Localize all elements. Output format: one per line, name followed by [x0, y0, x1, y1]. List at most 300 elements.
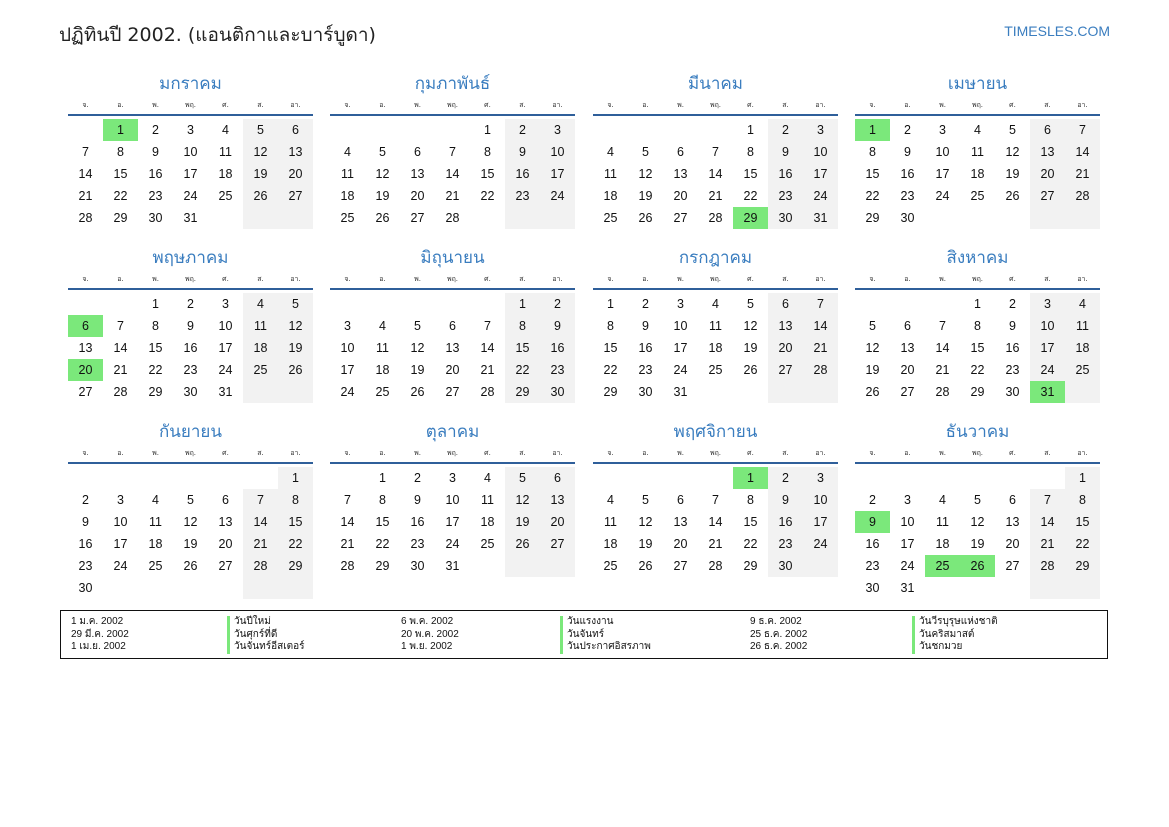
weekday-label: ศ.: [747, 101, 754, 109]
empty-day-cell: [208, 577, 243, 599]
day-cell: 17: [1030, 337, 1065, 359]
empty-day-cell: [960, 207, 995, 229]
empty-day-cell: [803, 555, 838, 577]
weekday-label: พฤ.: [184, 101, 197, 109]
day-cell: 18: [375, 363, 390, 377]
day-cell: 25: [708, 363, 723, 377]
month-name: พฤศจิกายน: [673, 422, 758, 442]
day-cell: 9: [1009, 319, 1016, 333]
day-cell: 15: [505, 337, 540, 359]
day-cell: 30: [768, 207, 803, 229]
month-block: [855, 246, 1100, 403]
day-cell: 12: [505, 489, 540, 511]
day-cell: 22: [970, 363, 985, 377]
weekday-label: อ.: [379, 101, 386, 109]
day-cell: 30: [183, 385, 198, 399]
weekday-label: จ.: [82, 275, 89, 283]
weekday-label: พฤ.: [709, 101, 722, 109]
day-cell: 14: [113, 341, 128, 355]
day-cell: 10: [803, 141, 838, 163]
day-cell: 29: [375, 559, 390, 573]
day-cell: 2: [540, 293, 575, 315]
weekday-label: อ.: [642, 275, 649, 283]
day-cell: 7: [1030, 489, 1065, 511]
legend-names: [912, 616, 998, 654]
day-cell: 10: [803, 489, 838, 511]
day-cell: 6: [222, 493, 229, 507]
empty-day-cell: [593, 119, 628, 141]
day-cell: 21: [803, 337, 838, 359]
day-cell: 2: [414, 471, 421, 485]
day-cell: 18: [243, 337, 278, 359]
day-cell: 31: [183, 211, 198, 225]
day-cell: 12: [243, 141, 278, 163]
month-name: ตุลาคม: [425, 422, 480, 442]
day-cell: 17: [340, 363, 355, 377]
day-cell: 24: [218, 363, 233, 377]
day-cell: 28: [243, 555, 278, 577]
day-cell: 14: [480, 341, 495, 355]
day-cell: 23: [183, 363, 198, 377]
month-name: เมษายน: [947, 74, 1008, 94]
day-cell: 29: [505, 381, 540, 403]
month-name: มีนาคม: [688, 74, 743, 94]
weekday-header: [330, 444, 575, 462]
day-cell: 28: [113, 385, 128, 399]
empty-day-cell: [540, 555, 575, 577]
day-cell: 7: [344, 493, 351, 507]
day-cell: 27: [218, 559, 233, 573]
empty-day-cell: [1065, 381, 1100, 403]
weekday-label: อ.: [904, 275, 911, 283]
legend-date: 9 ธ.ค. 2002: [750, 616, 802, 627]
day-cell: 19: [505, 511, 540, 533]
legend-date: 29 มี.ค. 2002: [71, 628, 129, 640]
month-divider: [593, 462, 838, 464]
day-grid: [330, 293, 575, 403]
weekday-label: ศ.: [484, 275, 491, 283]
day-cell: 2: [187, 297, 194, 311]
day-cell: 24: [445, 537, 460, 551]
empty-day-cell: [628, 467, 663, 489]
day-grid: [330, 467, 575, 577]
day-cell: 21: [1065, 163, 1100, 185]
empty-day-cell: [925, 467, 960, 489]
day-cell: 5: [414, 319, 421, 333]
day-cell: 25: [148, 559, 163, 573]
day-cell: 25: [603, 211, 618, 225]
day-cell: 2: [1009, 297, 1016, 311]
weekday-label: ศ.: [1009, 101, 1016, 109]
day-cell: 26: [743, 363, 758, 377]
month-block: [330, 246, 575, 403]
day-cell: 24: [1030, 359, 1065, 381]
weekday-label: ศ.: [484, 449, 491, 457]
day-cell: 8: [484, 145, 491, 159]
day-cell: 14: [935, 341, 950, 355]
weekday-label: จ.: [607, 449, 614, 457]
day-grid: [593, 293, 838, 403]
day-cell: 1: [103, 119, 138, 141]
month-divider: [593, 288, 838, 290]
day-cell: 5: [187, 493, 194, 507]
weekday-label: จ.: [869, 449, 876, 457]
day-cell: 22: [375, 537, 390, 551]
day-grid: [68, 467, 313, 599]
day-cell: 29: [603, 385, 618, 399]
weekday-label: อา.: [552, 101, 563, 109]
day-cell: 29: [743, 559, 758, 573]
day-cell: 12: [638, 515, 653, 529]
day-cell: 6: [677, 145, 684, 159]
day-cell: 1: [747, 123, 754, 137]
day-cell: 27: [78, 385, 93, 399]
day-cell: 11: [936, 515, 949, 529]
weekday-label: อา.: [815, 101, 826, 109]
weekday-label: จ.: [82, 449, 89, 457]
weekday-label: ศ.: [222, 449, 229, 457]
day-cell: 29: [733, 207, 768, 229]
day-cell: 10: [218, 319, 233, 333]
day-cell: 15: [148, 341, 163, 355]
day-cell: 1: [855, 119, 890, 141]
weekday-label: ส.: [257, 275, 264, 283]
weekday-label: อา.: [290, 101, 301, 109]
day-cell: 13: [900, 341, 915, 355]
weekday-label: จ.: [344, 101, 351, 109]
day-cell: 26: [243, 185, 278, 207]
day-cell: 30: [78, 581, 93, 595]
legend-holiday-name: วันปีใหม่: [234, 616, 271, 627]
day-cell: 22: [743, 189, 758, 203]
empty-day-cell: [995, 207, 1030, 229]
day-cell: 22: [278, 533, 313, 555]
day-cell: 27: [278, 185, 313, 207]
day-cell: 8: [505, 315, 540, 337]
weekday-label: พฤ.: [446, 275, 459, 283]
day-cell: 25: [375, 385, 390, 399]
day-cell: 5: [505, 467, 540, 489]
month-divider: [68, 114, 313, 116]
day-cell: 4: [939, 493, 946, 507]
day-cell: 12: [1005, 145, 1020, 159]
day-cell: 10: [935, 145, 950, 159]
empty-day-cell: [1065, 577, 1100, 599]
legend-dates: [71, 616, 129, 654]
day-cell: 8: [152, 319, 159, 333]
empty-day-cell: [243, 381, 278, 403]
weekday-label: พฤ.: [971, 275, 984, 283]
day-cell: 27: [673, 559, 688, 573]
day-cell: 5: [642, 493, 649, 507]
day-cell: 8: [278, 489, 313, 511]
day-cell: 8: [869, 145, 876, 159]
month-block: [330, 420, 575, 577]
legend-holiday-name: วันศุกร์ที่ดี: [234, 628, 278, 640]
weekday-label: อ.: [642, 449, 649, 457]
day-cell: 3: [677, 297, 684, 311]
weekday-label: อา.: [815, 449, 826, 457]
weekday-header: [593, 270, 838, 288]
day-cell: 24: [935, 189, 950, 203]
empty-day-cell: [400, 293, 435, 315]
weekday-header: [593, 96, 838, 114]
day-cell: 24: [340, 385, 355, 399]
month-divider: [68, 462, 313, 464]
weekday-label: ส.: [519, 449, 526, 457]
day-grid: [330, 119, 575, 229]
legend-date: 1 พ.ย. 2002: [401, 641, 453, 652]
day-cell: 30: [768, 555, 803, 577]
day-grid: [68, 293, 313, 403]
day-cell: 26: [1005, 189, 1020, 203]
weekday-label: พ.: [414, 101, 421, 109]
day-cell: 14: [340, 515, 355, 529]
weekday-label: พฤ.: [184, 275, 197, 283]
day-cell: 6: [68, 315, 103, 337]
month-name: มิถุนายน: [420, 248, 485, 268]
day-cell: 31: [803, 207, 838, 229]
day-cell: 19: [278, 337, 313, 359]
legend-holiday-name: วันชกมวย: [919, 641, 963, 652]
day-cell: 28: [340, 559, 355, 573]
day-cell: 2: [768, 119, 803, 141]
day-cell: 29: [278, 555, 313, 577]
empty-day-cell: [435, 293, 470, 315]
weekday-label: ส.: [782, 275, 789, 283]
day-grid: [593, 119, 838, 229]
day-cell: 22: [743, 537, 758, 551]
day-cell: 20: [68, 359, 103, 381]
day-cell: 8: [117, 145, 124, 159]
day-cell: 18: [480, 515, 495, 529]
day-cell: 17: [540, 163, 575, 185]
day-cell: 9: [540, 315, 575, 337]
day-cell: 29: [1065, 555, 1100, 577]
day-cell: 12: [183, 515, 198, 529]
day-cell: 14: [803, 315, 838, 337]
day-cell: 31: [673, 385, 688, 399]
weekday-label: ศ.: [747, 449, 754, 457]
day-cell: 13: [445, 341, 460, 355]
empty-day-cell: [995, 467, 1030, 489]
legend-date: 6 พ.ค. 2002: [401, 616, 454, 627]
day-cell: 9: [768, 141, 803, 163]
weekday-label: อา.: [552, 449, 563, 457]
day-cell: 7: [939, 319, 946, 333]
day-cell: 3: [540, 119, 575, 141]
day-cell: 24: [803, 533, 838, 555]
day-cell: 12: [865, 341, 880, 355]
empty-day-cell: [435, 119, 470, 141]
day-cell: 19: [183, 537, 198, 551]
day-cell: 4: [344, 145, 351, 159]
weekday-header: [68, 444, 313, 462]
holiday-legend: [60, 610, 1108, 659]
empty-day-cell: [733, 381, 768, 403]
day-cell: 1: [607, 297, 614, 311]
month-block: [855, 420, 1100, 599]
day-cell: 16: [900, 167, 915, 181]
day-cell: 4: [712, 297, 719, 311]
weekday-label: ศ.: [222, 101, 229, 109]
day-cell: 11: [604, 515, 617, 529]
day-cell: 20: [1030, 163, 1065, 185]
empty-day-cell: [890, 467, 925, 489]
day-cell: 6: [278, 119, 313, 141]
empty-day-cell: [925, 293, 960, 315]
weekday-label: ศ.: [222, 275, 229, 283]
month-divider: [68, 288, 313, 290]
day-cell: 19: [638, 189, 653, 203]
weekday-header: [68, 96, 313, 114]
day-cell: 4: [607, 493, 614, 507]
day-cell: 29: [148, 385, 163, 399]
empty-day-cell: [173, 577, 208, 599]
day-cell: 13: [673, 515, 688, 529]
weekday-label: อา.: [1077, 101, 1088, 109]
weekday-label: อ.: [904, 449, 911, 457]
site-link[interactable]: TIMESLES.COM: [1004, 23, 1110, 39]
day-cell: 16: [183, 341, 198, 355]
empty-day-cell: [960, 467, 995, 489]
day-cell: 17: [803, 511, 838, 533]
day-cell: 18: [708, 341, 723, 355]
weekday-label: ส.: [519, 101, 526, 109]
empty-day-cell: [698, 381, 733, 403]
day-cell: 26: [865, 385, 880, 399]
day-cell: 2: [904, 123, 911, 137]
weekday-label: อา.: [290, 275, 301, 283]
month-divider: [855, 462, 1100, 464]
day-cell: 25: [925, 555, 960, 577]
day-cell: 1: [974, 297, 981, 311]
day-cell: 9: [505, 141, 540, 163]
day-cell: 13: [1005, 515, 1020, 529]
weekday-header: [855, 444, 1100, 462]
day-cell: 16: [1005, 341, 1020, 355]
weekday-label: ส.: [1044, 449, 1051, 457]
day-cell: 13: [78, 341, 93, 355]
day-cell: 11: [219, 145, 232, 159]
weekday-label: จ.: [82, 101, 89, 109]
day-cell: 3: [117, 493, 124, 507]
day-cell: 21: [243, 533, 278, 555]
day-cell: 26: [183, 559, 198, 573]
day-cell: 2: [505, 119, 540, 141]
legend-holiday-name: วันคริสมาสต์: [919, 628, 975, 640]
day-cell: 8: [747, 145, 754, 159]
empty-day-cell: [803, 381, 838, 403]
day-cell: 6: [540, 467, 575, 489]
empty-day-cell: [330, 293, 365, 315]
day-cell: 28: [1030, 555, 1065, 577]
day-cell: 10: [113, 515, 128, 529]
day-cell: 4: [243, 293, 278, 315]
empty-day-cell: [243, 467, 278, 489]
day-cell: 20: [768, 337, 803, 359]
day-cell: 8: [747, 493, 754, 507]
day-cell: 31: [218, 385, 233, 399]
legend-holiday-name: วันจันทร์อีสเตอร์: [234, 641, 305, 652]
day-cell: 13: [1030, 141, 1065, 163]
day-cell: 3: [1030, 293, 1065, 315]
day-grid: [68, 119, 313, 229]
day-cell: 14: [708, 167, 723, 181]
day-cell: 31: [1030, 381, 1065, 403]
legend-names: [227, 616, 305, 654]
day-cell: 26: [638, 559, 653, 573]
day-cell: 11: [1065, 315, 1100, 337]
day-cell: 6: [414, 145, 421, 159]
legend-date: 1 ม.ค. 2002: [71, 616, 124, 627]
month-divider: [855, 114, 1100, 116]
day-cell: 16: [865, 537, 880, 551]
day-cell: 2: [768, 467, 803, 489]
day-cell: 23: [638, 363, 653, 377]
legend-date: 1 เม.ย. 2002: [71, 641, 126, 652]
day-cell: 5: [869, 319, 876, 333]
day-cell: 2: [152, 123, 159, 137]
day-cell: 11: [604, 167, 617, 181]
empty-day-cell: [365, 119, 400, 141]
weekday-label: อา.: [290, 449, 301, 457]
weekday-label: พ.: [677, 101, 684, 109]
day-cell: 29: [113, 211, 128, 225]
weekday-label: พ.: [677, 449, 684, 457]
day-cell: 23: [78, 559, 93, 573]
legend-holiday-name: วันประกาศอิสรภาพ: [567, 641, 651, 652]
empty-day-cell: [330, 467, 365, 489]
weekday-header: [330, 270, 575, 288]
day-cell: 15: [603, 341, 618, 355]
day-cell: 15: [1065, 511, 1100, 533]
day-cell: 13: [278, 141, 313, 163]
day-cell: 5: [1009, 123, 1016, 137]
day-cell: 19: [243, 163, 278, 185]
day-cell: 2: [642, 297, 649, 311]
day-cell: 14: [708, 515, 723, 529]
day-cell: 9: [152, 145, 159, 159]
legend-date: 26 ธ.ค. 2002: [750, 641, 808, 652]
empty-day-cell: [243, 577, 278, 599]
day-cell: 16: [638, 341, 653, 355]
day-cell: 6: [904, 319, 911, 333]
day-cell: 21: [935, 363, 950, 377]
empty-day-cell: [698, 119, 733, 141]
day-cell: 20: [900, 363, 915, 377]
day-cell: 26: [638, 211, 653, 225]
month-block: [68, 72, 313, 229]
day-cell: 1: [1065, 467, 1100, 489]
day-cell: 11: [376, 341, 389, 355]
day-cell: 18: [218, 167, 233, 181]
day-cell: 25: [243, 359, 278, 381]
day-cell: 28: [708, 559, 723, 573]
day-cell: 13: [410, 167, 425, 181]
day-cell: 24: [803, 185, 838, 207]
weekday-label: อา.: [1077, 275, 1088, 283]
day-cell: 18: [1065, 337, 1100, 359]
day-cell: 30: [1005, 385, 1020, 399]
weekday-label: ส.: [782, 101, 789, 109]
weekday-label: ส.: [257, 449, 264, 457]
day-grid: [593, 467, 838, 577]
weekday-header: [330, 96, 575, 114]
day-cell: 22: [148, 363, 163, 377]
day-cell: 9: [187, 319, 194, 333]
day-cell: 7: [712, 145, 719, 159]
